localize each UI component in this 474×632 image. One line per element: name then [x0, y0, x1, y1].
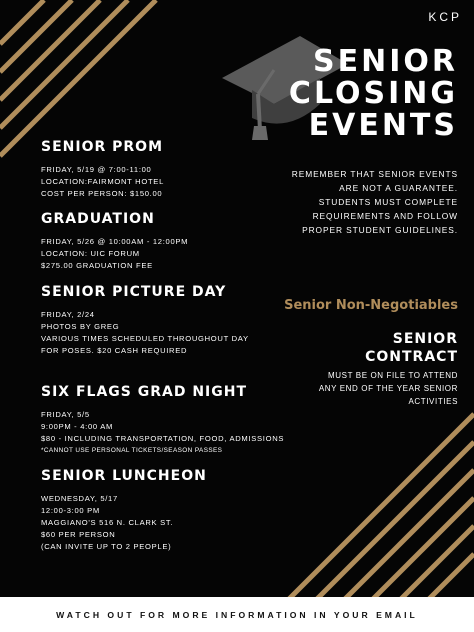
event-detail: $60 PER PERSON	[41, 530, 116, 539]
non-negotiables-heading: Senior Non-Negotiables	[284, 298, 458, 313]
event-detail: FRIDAY, 5/19 @ 7:00-11:00	[41, 165, 152, 174]
event-detail: FRIDAY, 2/24	[41, 310, 95, 319]
event-detail: 9:00PM - 4:00 AM	[41, 422, 113, 431]
title-line: CLOSING	[288, 76, 458, 111]
event-detail: COST PER PERSON: $150.00	[41, 189, 163, 198]
title-line: SENIOR	[313, 44, 458, 79]
event-footnote: *CANNOT USE PERSONAL TICKETS/SEASON PASSES	[41, 447, 223, 454]
footer-text: WATCH OUT FOR MORE INFORMATION IN YOUR EMAIL	[56, 609, 418, 620]
event-detail: (CAN INVITE UP TO 2 PEOPLE)	[41, 542, 172, 551]
contract-line: ACTIVITIES	[408, 397, 458, 406]
event-detail: FRIDAY, 5/26 @ 10:00AM - 12:00PM	[41, 237, 189, 246]
reminder-line: ARE NOT A GUARANTEE.	[339, 183, 458, 193]
contract-note	[288, 369, 458, 408]
contract-line: ANY END OF THE YEAR SENIOR	[318, 384, 458, 393]
event-title: SENIOR PROM	[41, 139, 164, 155]
event-senior-prom	[41, 139, 164, 200]
reminder-note	[258, 167, 458, 237]
event-detail: WEDNESDAY, 5/17	[41, 494, 118, 503]
footer-banner	[0, 597, 474, 632]
title-line: EVENTS	[308, 108, 458, 143]
reminder-line: STUDENTS MUST COMPLETE	[318, 197, 458, 207]
event-detail: $80 - INCLUDING TRANSPORTATION, FOOD, ADMISSIONS	[41, 434, 285, 443]
event-title: GRADUATION	[41, 211, 155, 227]
event-detail: $275.00 GRADUATION FEE	[41, 261, 153, 270]
event-detail: FRIDAY, 5/5	[41, 410, 90, 419]
event-detail: 12:00-3:00 PM	[41, 506, 100, 515]
event-graduation	[41, 211, 188, 272]
event-detail: PHOTOS BY GREG	[41, 322, 120, 331]
event-senior-luncheon	[41, 468, 207, 553]
event-six-flags-grad-night	[41, 384, 284, 457]
contract-title-line: SENIOR	[392, 331, 458, 347]
main-title	[289, 46, 458, 142]
event-title: SENIOR LUNCHEON	[41, 468, 207, 484]
contract-title	[318, 330, 458, 366]
reminder-line: REQUIREMENTS AND FOLLOW	[312, 211, 458, 221]
event-title: SIX FLAGS GRAD NIGHT	[41, 384, 248, 400]
event-title: SENIOR PICTURE DAY	[41, 284, 227, 300]
reminder-line: PROPER STUDENT GUIDELINES.	[302, 225, 458, 235]
event-detail: LOCATION: UIC FORUM	[41, 249, 140, 258]
brand-logo-text: KCP	[428, 10, 462, 24]
reminder-line: REMEMBER THAT SENIOR EVENTS	[291, 169, 458, 179]
event-detail: MAGGIANO'S 516 N. CLARK ST.	[41, 518, 174, 527]
contract-title-line: CONTRACT	[365, 349, 458, 365]
event-detail: FOR POSES. $20 CASH REQUIRED	[41, 346, 188, 355]
event-detail: LOCATION:FAIRMONT HOTEL	[41, 177, 164, 186]
contract-line: MUST BE ON FILE TO ATTEND	[328, 371, 458, 380]
event-senior-picture-day	[41, 284, 249, 357]
event-detail: VARIOUS TIMES SCHEDULED THROUGHOUT DAY	[41, 334, 249, 343]
